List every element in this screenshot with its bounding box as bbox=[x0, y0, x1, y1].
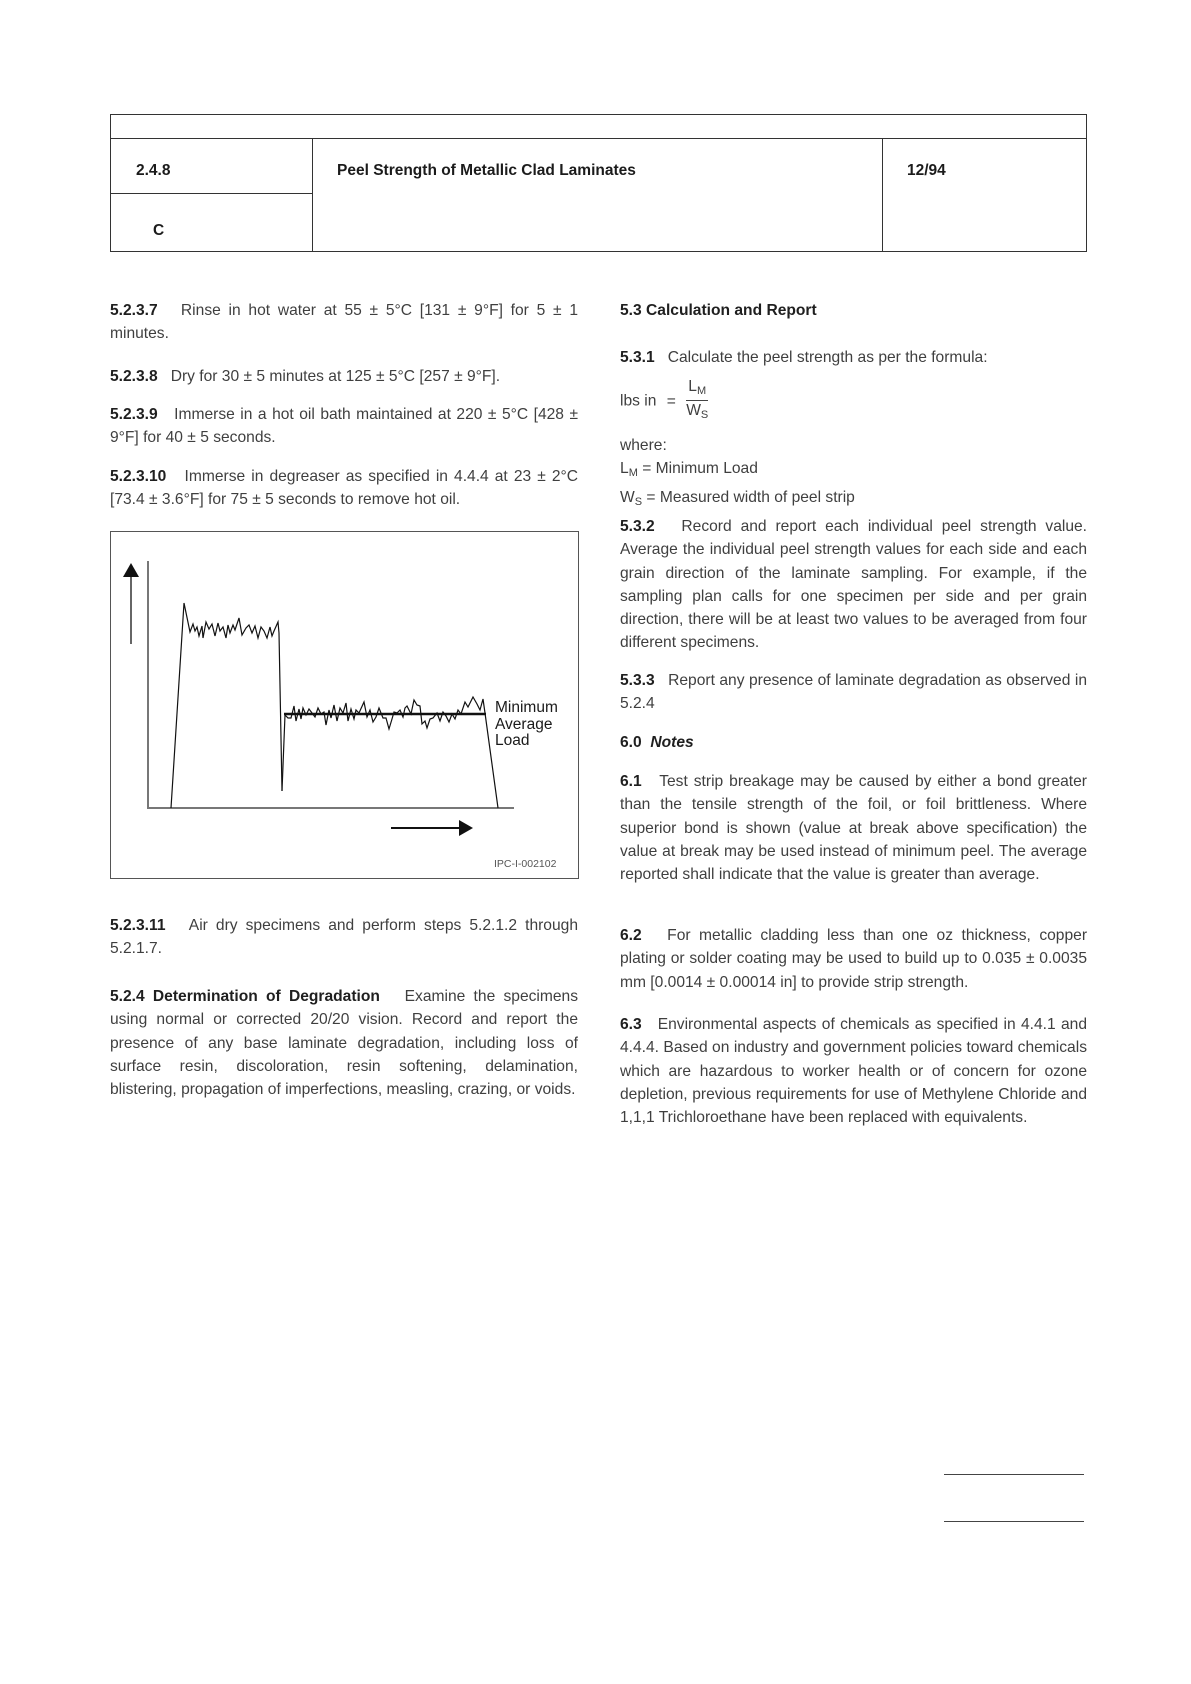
paragraph-label: 5.2.3.7 bbox=[110, 302, 158, 319]
section-5-3-heading bbox=[620, 299, 1087, 322]
label-line: Load bbox=[495, 732, 530, 749]
def-symbol: W bbox=[620, 488, 635, 506]
paragraph-label: 6.3 bbox=[620, 1016, 642, 1033]
paragraph-5-2-4 bbox=[110, 985, 578, 1101]
denominator-subscript: S bbox=[700, 409, 709, 421]
section-number: 6.0 bbox=[620, 734, 642, 751]
paragraph-text: Examine the specimens using normal or corrected 20/20 vision. Record and report the presence of any base laminate degradation, including loss of surface resin, discoloration, resin softening, delamination, blistering, propagation of imperfections, measling, crazing, or voids. bbox=[110, 988, 579, 1099]
footer-rule-line bbox=[944, 1474, 1084, 1475]
paragraph-5-2-3-7 bbox=[110, 299, 578, 346]
minimum-average-load-label bbox=[495, 700, 558, 750]
paragraph-text: Rinse in hot water at 55 ± 5°C [131 ± 9°F] for 5 ± 1 minutes. bbox=[110, 302, 578, 343]
paragraph-label: 5.3.2 bbox=[620, 518, 655, 535]
section-title: Notes bbox=[650, 734, 694, 751]
right-arrow-icon bbox=[459, 820, 473, 836]
section-6-0-heading bbox=[620, 731, 1087, 754]
def-subscript: S bbox=[634, 495, 643, 508]
paragraph-label: 5.2.3.8 bbox=[110, 368, 158, 385]
paragraph-5-3-2 bbox=[620, 515, 1087, 655]
definition-ws bbox=[620, 486, 1087, 514]
formula-equals: = bbox=[666, 392, 676, 410]
peel-load-figure bbox=[110, 531, 579, 879]
paragraph-5-3-3 bbox=[620, 669, 1087, 716]
label-line: Minimum bbox=[495, 699, 558, 716]
formula-definitions bbox=[620, 434, 1087, 514]
paragraph-5-2-3-9 bbox=[110, 403, 578, 450]
paragraph-5-2-3-10 bbox=[110, 465, 578, 512]
header-divider bbox=[882, 138, 883, 251]
document-header-table bbox=[110, 114, 1087, 252]
peel-load-trace bbox=[171, 603, 282, 808]
paragraph-text: Immerse in degreaser as specified in 4.4.4 at 23 ± 2°C [73.4 ± 3.6°F] for 75 ± 5 seconds to remove hot oil. bbox=[110, 468, 578, 509]
formula-fraction bbox=[686, 378, 708, 425]
header-divider bbox=[312, 138, 313, 251]
label-line: Average bbox=[495, 715, 553, 733]
paragraph-text: Air dry specimens and perform steps 5.2.1.2 through 5.2.1.7. bbox=[110, 917, 578, 958]
paragraph-label: 5.2.3.9 bbox=[110, 406, 158, 423]
paragraph-label: 6.2 bbox=[620, 927, 642, 944]
footer-rule-line bbox=[944, 1521, 1084, 1522]
def-text: = Measured width of peel strip bbox=[642, 488, 855, 506]
paragraph-text: Test strip breakage may be caused by either a bond greater than the tensile strength of the foil, or foil brittleness. Where superior bond is shown (value at break above specification) the value at break may be used instead of minimum peel. The average reported shall indicate that the value is greater than average. bbox=[620, 773, 1087, 884]
paragraph-5-3-1 bbox=[620, 346, 1087, 369]
header-top-bar bbox=[111, 115, 1086, 139]
formula-denominator bbox=[686, 401, 708, 425]
where-label: where: bbox=[620, 437, 667, 454]
peel-strength-formula bbox=[620, 378, 1087, 425]
denominator-symbol: W bbox=[686, 402, 701, 419]
paragraph-6-1 bbox=[620, 770, 1087, 886]
paragraph-label: 5.3.1 bbox=[620, 349, 655, 366]
paragraph-label: 6.1 bbox=[620, 773, 642, 790]
definition-lm bbox=[620, 457, 1087, 485]
paragraph-5-2-3-11 bbox=[110, 914, 578, 961]
test-method-number: 2.4.8 bbox=[136, 162, 171, 179]
paragraph-5-2-3-8 bbox=[110, 365, 578, 388]
up-arrow-icon bbox=[123, 563, 139, 577]
paragraph-label: 5.3.3 bbox=[620, 672, 655, 689]
paragraph-6-3 bbox=[620, 1013, 1087, 1129]
paragraph-label: 5.2.3.11 bbox=[110, 917, 166, 934]
paragraph-text: Dry for 30 ± 5 minutes at 125 ± 5°C [257 ± 9°F]. bbox=[170, 368, 501, 385]
formula-numerator bbox=[686, 378, 708, 401]
numerator-symbol: L bbox=[688, 378, 697, 395]
figure-id: IPC-I-002102 bbox=[494, 858, 557, 870]
formula-lhs: lbs in bbox=[620, 392, 657, 410]
paragraph-6-2 bbox=[620, 924, 1087, 994]
paragraph-text: Report any presence of laminate degradation as observed in 5.2.4 bbox=[620, 672, 1087, 713]
section-heading: 5.2.4 Determination of Degradation bbox=[110, 988, 380, 1005]
test-method-title: Peel Strength of Metallic Clad Laminates bbox=[337, 162, 636, 179]
def-symbol: L bbox=[620, 460, 629, 478]
paragraph-label: 5.2.3.10 bbox=[110, 468, 167, 485]
document-date: 12/94 bbox=[907, 162, 946, 179]
numerator-subscript: M bbox=[696, 385, 707, 397]
paragraph-text: For metallic cladding less than one oz thickness, copper plating or solder coating may be used to build up to 0.035 ± 0.0035 mm [0.0014 ± 0.00014 in] to provide strip strength. bbox=[620, 927, 1088, 991]
header-divider bbox=[111, 193, 312, 194]
section-heading: 5.3 Calculation and Report bbox=[620, 302, 817, 319]
paragraph-text: Environmental aspects of chemicals as specified in 4.4.1 and 4.4.4. Based on industry and government policies toward chemicals which are hazardous to worker health or of concern for ozone depletion, previous requirements for use of Methylene Chloride and 1,1,1 Trichloroethane have been replaced with equivalents. bbox=[620, 1016, 1087, 1127]
revision-letter: C bbox=[153, 222, 165, 239]
def-subscript: M bbox=[628, 467, 638, 480]
def-text: = Minimum Load bbox=[637, 460, 758, 478]
paragraph-text: Calculate the peel strength as per the formula: bbox=[667, 349, 988, 366]
paragraph-text: Immerse in a hot oil bath maintained at 220 ± 5°C [428 ± 9°F] for 40 ± 5 seconds. bbox=[110, 406, 579, 447]
paragraph-text: Record and report each individual peel strength value. Average the individual peel strength values for each side and each grain direction of the laminate sampling. For example, if the sampling plan calls for one specimen per side and per grain direction, there will be at least two values to be averaged from four different specimens. bbox=[620, 518, 1088, 652]
